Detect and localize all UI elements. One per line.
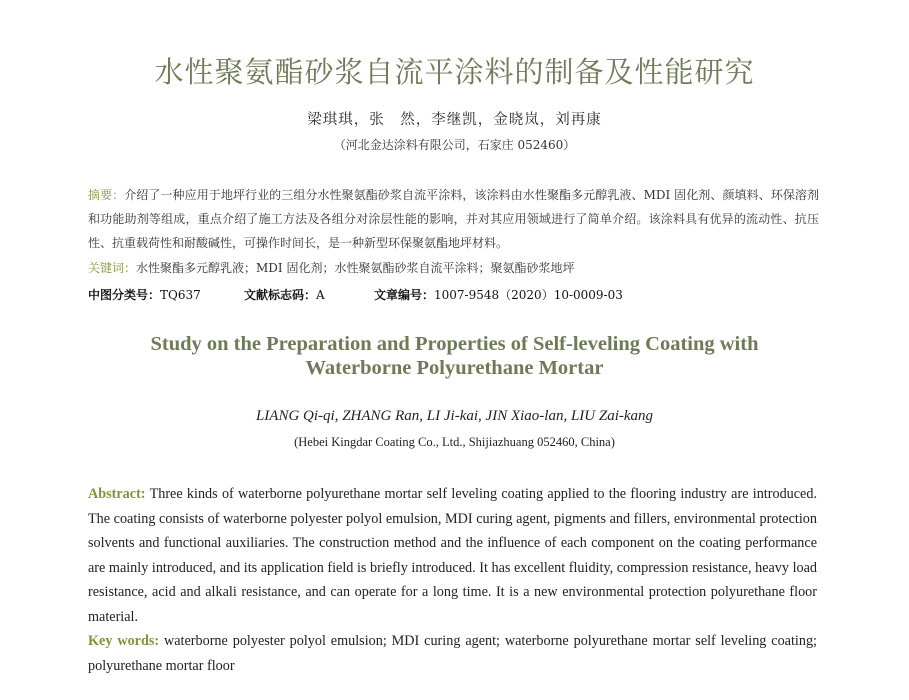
title-en: [0, 332, 909, 380]
doc-code-label: 文献标志码：: [244, 288, 317, 302]
abstract-en-label: Abstract:: [88, 486, 146, 502]
title-en-line1: Study on the Preparation and Properties of Self-leveling Coating with: [150, 333, 759, 355]
abstract-cn-label: 摘要：: [88, 188, 125, 202]
authors-cn: 梁琪琪，张 然，李继凯，金晓岚，刘再康: [307, 112, 602, 128]
affiliation-en: (Hebei Kingdar Coating Co., Ltd., Shijiazhuang 052460, China): [294, 435, 615, 449]
keywords-en: [88, 629, 817, 678]
document-code: [244, 285, 325, 305]
article-no-label: 文章编号：: [374, 288, 435, 302]
article-no-value: 1007-9548（2020）10-0009-03: [434, 288, 623, 302]
keywords-cn-text: 水性聚酯多元醇乳液；MDI 固化剂；水性聚氨酯砂浆自流平涂料；聚氨酯砂浆地坪: [136, 261, 575, 275]
keywords-cn-label: 关键词：: [88, 261, 137, 275]
keywords-cn: [88, 258, 819, 278]
abstract-en: [88, 482, 817, 630]
abstract-cn: [88, 183, 819, 255]
authors-en: LIANG Qi-qi, ZHANG Ran, LI Ji-kai, JIN Xiao-lan, LIU Zai-kang: [255, 408, 654, 424]
title-en-line2: Waterborne Polyurethane Mortar: [305, 357, 604, 379]
article-number: [374, 285, 623, 305]
clc-number: [88, 285, 201, 305]
abstract-en-text: Three kinds of waterborne polyurethane mortar self leveling coating applied to the flooring industry are introduced. The coating consists of waterborne polyester polyol emulsion, MDI curing agent, pigments and fillers, environmental protection solvents and functional auxiliaries. The construction method and the influence of each component on the coating performance are mainly introduced, and its application field is briefly introduced. It has excellent fluidity, compression resistance, heavy load resistance, acid and alkali resistance, and can operate for a long time. It is a new environmental protection polyurethane floor material.: [88, 486, 817, 625]
clc-value: TQ637: [160, 288, 201, 302]
clc-label: 中图分类号：: [88, 288, 161, 302]
keywords-en-label: Key words:: [88, 633, 160, 649]
title-cn: 水性聚氨酯砂浆自流平涂料的制备及性能研究: [154, 55, 755, 89]
doc-code-value: A: [316, 288, 325, 302]
affiliation-cn: （河北金达涂料有限公司，石家庄 052460）: [333, 138, 576, 152]
keywords-en-text: waterborne polyester polyol emulsion; MDI curing agent; waterborne polyurethane mortar self leveling coating; polyurethane mortar floor: [88, 633, 817, 674]
abstract-cn-text: 介绍了一种应用于地坪行业的三组分水性聚氨酯砂浆自流平涂料，该涂料由水性聚酯多元醇乳液、MDI 固化剂、颜填料、环保溶剂和功能助剂等组成，重点介绍了施工方法及各组分对涂层性能的影响，并对其应用领域进行了简单介绍。该涂料具有优异的流动性、抗压性、抗重载荷性和耐酸碱性，可操作时间长，是一种新型环保聚氨酯地坪材料。: [88, 188, 819, 250]
